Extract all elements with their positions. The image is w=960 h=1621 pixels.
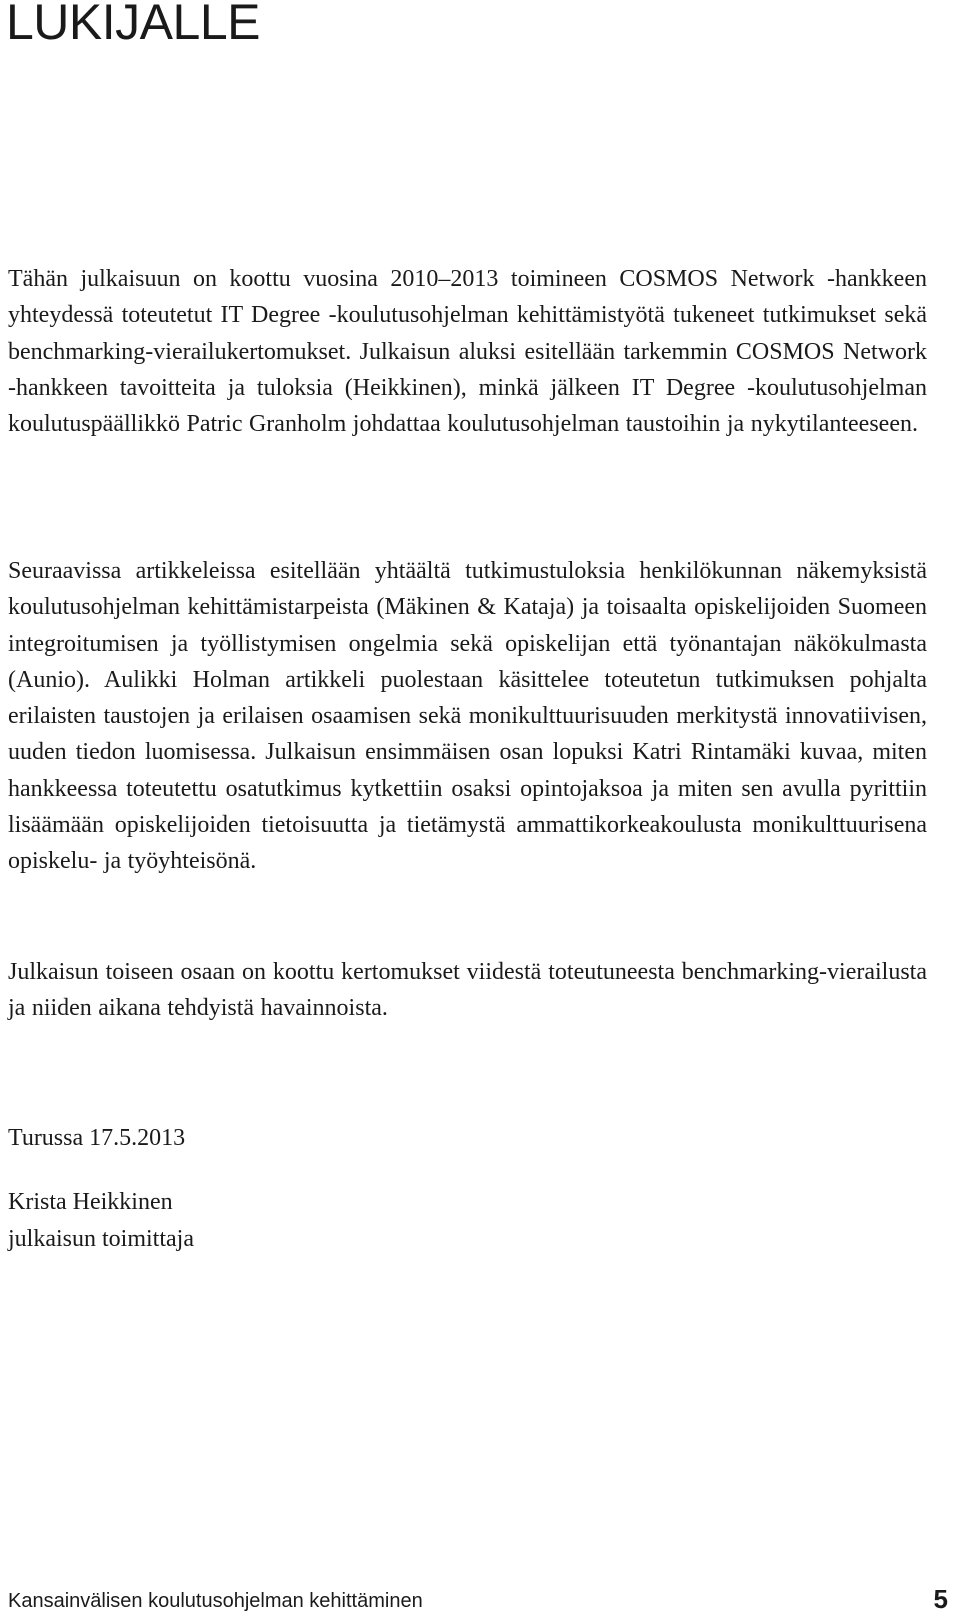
signature-block xyxy=(8,1184,194,1257)
signature-place-date: Turussa 17.5.2013 xyxy=(8,1125,186,1151)
page-heading: LUKIJALLE xyxy=(6,0,260,50)
page-footer xyxy=(8,1577,952,1617)
paragraph-intro: Tähän julkaisuun on koottu vuosina 2010–2013 toimineen COSMOS Network -hankkeen yhteydessä toteutetut IT Degree -koulutusohjelman kehittämistyötä tukeneet tutkimukset sekä benchmarking-vierailukertomukset. Julkaisun aluksi esitellään tarkemmin COSMOS Network -hankkeen tavoitteita ja tuloksia (Heikkinen), minkä jälkeen IT Degree -koulutusohjelman koulutuspäällikkö Patric Granholm johdattaa koulutusohjelman taustoihin ja nykytilanteeseen. xyxy=(8,266,927,438)
signature-name: Krista Heikkinen xyxy=(8,1189,173,1215)
paragraph-benchmarking: Julkaisun toiseen osaan on koottu kertomukset viidestä toteutuneesta benchmarking-vierailusta ja niiden aikana tehdyistä havainnoista. xyxy=(8,959,927,1022)
paragraph-articles: Seuraavissa artikkeleissa esitellään yhtäältä tutkimustuloksia henkilökunnan näkemyksistä koulutusohjelman kehittämistarpeista (Mäkinen & Kataja) ja toisaalta opiskelijoiden Suomeen integroitumisen ja työllistymisen ongelmia sekä opiskelijan että työnantajan näkökulmasta (Aunio). Aulikki Holman artikkeli puolestaan käsittelee toteutetun tutkimuksen pohjalta erilaisten taustojen ja erilaisen osaamisen sekä monikulttuurisuuden merkitystä innovatiivisen, uuden tiedon luomisessa. Julkaisun ensimmäisen osan lopuksi Katri Rintamäki kuvaa, miten hankkeessa toteutettu osatutkimus kytkettiin osaksi opintojaksoa ja miten sen avulla pyrittiin lisäämään opiskelijoiden tietoisuutta ja tietämystä ammattikorkeakoulusta monikulttuurisena opiskelu- ja työyhteisönä. xyxy=(8,558,927,875)
page-number: 5 xyxy=(933,1584,948,1614)
signature-role: julkaisun toimittaja xyxy=(8,1225,194,1252)
footer-title: Kansainvälisen koulutusohjelman kehittäminen xyxy=(8,1590,423,1612)
